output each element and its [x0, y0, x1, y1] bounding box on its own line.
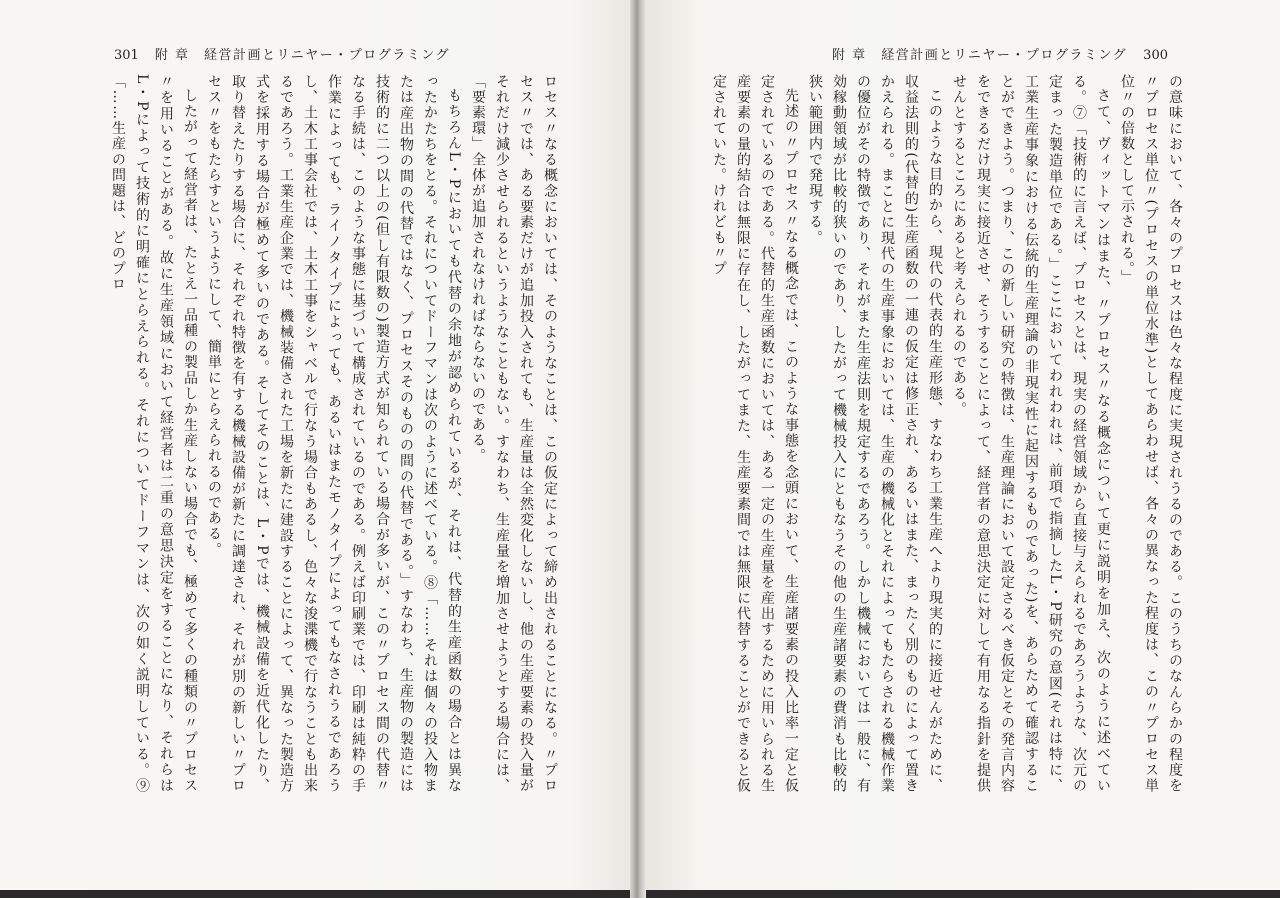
paragraph: もちろんL・Pにおいても代替の余地が認められているが、それは、代替的生産函数の場合とは異なったかたちをとる。それについてドーフマンは次のように述べている。⑧「……それは個々の投入物または産出物の間の代替ではなく、プロセスそのものの間の代替である。」すなわち、生産物の製造には技術的に二つ以上の(但し有限数の)製造方式が知られている場合が多いが、この〃プロセス間の代替〃なる手続は、このような事態に基づいて構成されているのである。例えば印刷業では、印刷は純粋の手作業によっても、ライノタイプによっても、あるいはまたモノタイプによってもなされうるであろうし、土木工事会社では、土木工事をシャベルで行なう場合もあるし、色々な浚渫機で行なうことも出来るであろう。工業生産企業では、機械装備された工場を新たに建設することによって、異なった製造方式を採用する場合が極めて多いのである。そしてそのことは、L・Pでは、機械設備を近代化したり、取り替えたりする場合に、それぞれ特徴を有する機械設備が新たに調達され、それが別の新しい〃プロセス〃をもたらすというようにして、簡単にとらえられるのである。	[206, 74, 462, 794]
body-text-left	[62, 74, 562, 794]
right-page	[640, 0, 1280, 890]
paragraph: このような目的から、現代の代表的生産形態、すなわち工業生産へより現実的に接近せんがために、収益法則的(代替的)生産函数の一連の仮定は修正され、あるいはまた、まったく別のものによって置きかえられる。まことに現代の生産事象においては、生産の機械化とそれによってもたらされる機械作業の優位がその特徴であり、それがまた生産法則を規定するであろう。しかし機械においては一般に、有効稼動領域が比較的狭いのであり、したがって機械投入にともなうその他の生産諸要素の費消も比較的狭い範囲内で発現する。	[807, 74, 943, 794]
body-text-right	[711, 74, 1187, 794]
left-page	[0, 0, 636, 890]
chapter-title-left: 経営計画とリニヤー・プログラミング	[203, 48, 450, 63]
running-head-left	[98, 44, 450, 63]
chapter-label-right: 附 章	[832, 48, 867, 63]
book-gutter	[630, 0, 646, 898]
running-head-right	[832, 44, 1184, 63]
paragraph: したがって経営者は、たとえ一品種の製品しか生産しない場合でも、極めて多くの種類の〃プロセス〃を用いることがある。故に生産領域において経営者は二重の意思決定をすることになり、それらはL・Pによって技術的に明確にとらえられる。それについてドーフマンは、次の如く説明している。⑨「……生産の問題は、どのプロ	[110, 74, 198, 794]
paragraph: の意味において、各々のプロセスは色々な程度に実現されうるのである。このうちのなんらかの程度を〃プロセス単位〃(プロセスの単位水準)としてあらわせば、各々の異なった程度は、この〃プロセス単位〃の倍数として示される。」	[1119, 74, 1183, 794]
paragraph: さて、ヴィットマンはまた、〃プロセス〃なる概念について更に説明を加え、次のように述べている。⑦「技術的に言えば、プロセスとは、現実の経営領域から直接与えられるであろうような、次元の定まった製造単位である。」ここにおいてわれわれは、前項で指摘したL・P研究の意図(それは特に、工業生産事象における伝統的生産理論の非現実性に起因するものであった)を、あらためて確認することができよう。つまり、この新しい研究の特徴は、生産理論において設定さるべき仮定とその発言内容をできるだけ現実に接近させ、そうすることによって、経営者の意思決定に対して有用なる指針を提供せんとするところにあると考えられるのである。	[951, 74, 1111, 794]
chapter-title-right: 経営計画とリニヤー・プログラミング	[881, 48, 1128, 63]
paragraph: 先述の〃プロセス〃なる概念では、このような事態を念頭において、生産諸要素の投入比率一定と仮定されているのである。代替的生産函数においては、ある一定の生産量を産出するために用いられる生産要素の量的結合は無限に存在し、したがってまた、生産要素間では無限に代替することができると仮定されていた。けれども〃プ	[711, 74, 799, 794]
paragraph: ロセス〃なる概念においては、そのようなことは、この仮定によって締め出されることになる。〃プロセス〃では、ある要素だけが追加投入されても、生産量は全然変化しないし、他の生産要素の投入量がそれだけ減少させられるというようなこともない。すなわち、生産量を増加させようとする場合には、「要素環」全体が追加されなければならないのである。	[470, 74, 558, 794]
chapter-label-left: 附 章	[154, 48, 190, 63]
page-number-right: 300	[1143, 48, 1168, 63]
page-number-left: 301	[114, 48, 139, 63]
